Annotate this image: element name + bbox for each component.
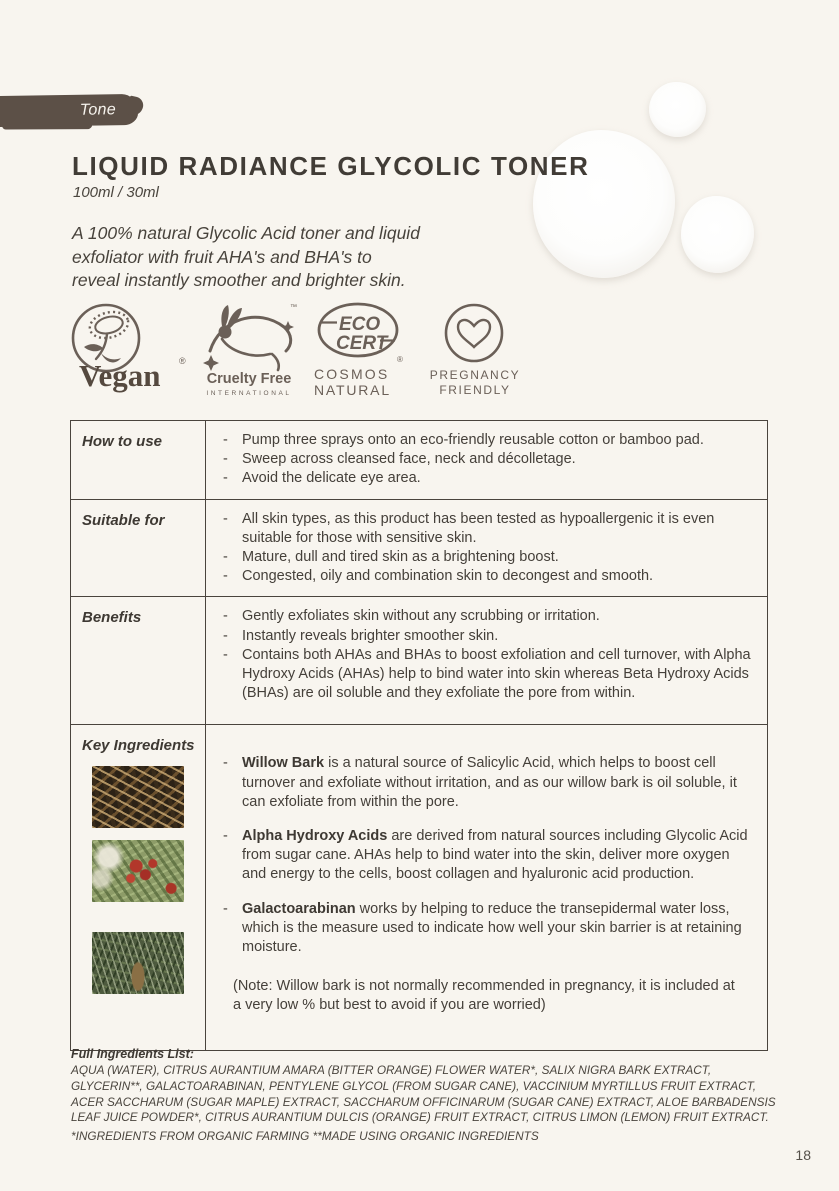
row-content	[206, 725, 767, 1050]
liquid-droplet-small	[649, 82, 706, 137]
key-ingredient-item	[214, 754, 751, 812]
registered-mark: ®	[179, 356, 186, 366]
product-description	[72, 222, 492, 293]
table-row-key-ingredients	[71, 725, 767, 1050]
full-ingredients-section	[71, 1047, 781, 1143]
row-content	[206, 421, 767, 499]
table-row-benefits	[71, 597, 767, 725]
friendly-label: FRIENDLY	[439, 383, 511, 397]
cruelty-free-sublabel: INTERNATIONAL	[206, 390, 292, 397]
cruelty-free-badge-icon	[196, 299, 302, 400]
key-ingredient-item	[214, 900, 751, 958]
pregnancy-friendly-badge-icon	[424, 302, 526, 398]
row-label: Benefits	[71, 597, 206, 724]
pine-needles-photo	[92, 932, 184, 994]
full-ingredients-heading: Full Ingredients List:	[71, 1047, 194, 1061]
cruelty-free-label: Cruelty Free	[206, 371, 292, 387]
full-ingredients-list: AQUA (WATER), CITRUS AURANTIUM AMARA (BITTER ORANGE) FLOWER WATER*, SALIX NIGRA BARK EXTRACT, GLYCERIN**, GALACTOARABINAN, PENTYLENE GLYCOL (FROM SUGAR CANE), VACCINIUM MYRTILLUS FRUIT EXTRACT, ACER SACCHARUM (SUGAR MAPLE) EXTRACT, SACCHARUM OFFICINARUM (SUGAR CANE) EXTRACT, ALOE BARBADENSIS LEAF JUICE POWDER*, CITRUS AURANTIUM DULCIS (ORANGE) FRUIT EXTRACT, CITRUS LIMON (LEMON) FRUIT EXTRACT.	[71, 1063, 776, 1125]
row-label: How to use	[71, 421, 206, 499]
willow-bark-photo	[92, 766, 184, 828]
organic-farming-note: *INGREDIENTS FROM ORGANIC FARMING **MADE USING ORGANIC INGREDIENTS	[71, 1129, 539, 1144]
category-tab-label: Tone	[79, 101, 117, 119]
table-row-suitable-for	[71, 500, 767, 598]
ingredient-name: Willow Bark	[242, 755, 325, 772]
row-content	[206, 500, 767, 597]
product-volumes: 100ml / 30ml	[73, 184, 159, 201]
cosmos-label: COSMOS	[314, 366, 390, 382]
description-line: exfoliator with fruit AHA's and BHA's to	[72, 246, 372, 267]
vegan-badge-icon	[66, 301, 194, 400]
liquid-droplet-medium	[681, 196, 754, 273]
product-title: LIQUID RADIANCE GLYCOLIC TONER	[72, 151, 590, 181]
bullet-item: - Sweep across cleansed face, neck and décolletage.	[214, 450, 751, 469]
vegan-logo-text: Vegan	[79, 358, 161, 393]
row-label-column	[71, 725, 206, 1050]
bullet-item: - Gently exfoliates skin without any scrubbing or irritation.	[214, 607, 751, 626]
ecocert-badge-icon	[312, 302, 408, 399]
ecocert-logo-top: ECO	[339, 314, 381, 335]
bullet-item: - All skin types, as this product has been tested as hypoallergenic it is even suitable for those with sensitive skin.	[214, 510, 751, 548]
page-number: 18	[795, 1147, 811, 1163]
bullet-item: - Instantly reveals brighter smoother skin.	[214, 627, 751, 646]
pregnancy-label: PREGNANCY	[429, 368, 521, 382]
ingredient-description: are derived from natural sources including Glycolic Acid from sugar cane. AHAs help to bind water into the skin, deliver more oxygen and energy to the cells, boost collagen and hyaluronic acid production.	[242, 828, 748, 883]
description-line: A 100% natural Glycolic Acid toner and liquid	[72, 223, 420, 243]
table-row-how-to-use	[71, 421, 767, 500]
product-info-table	[70, 420, 768, 1051]
bullet-item: - Contains both AHAs and BHAs to boost exfoliation and cell turnover, with Alpha Hydroxy Acids (AHAs) help to bind water into skin whereas Beta Hydroxy Acids (BHAs) are oil soluble and they exfoliate the pore from within.	[214, 646, 751, 704]
bullet-item: - Avoid the delicate eye area.	[214, 469, 751, 488]
pregnancy-note: (Note: Willow bark is not normally recommended in pregnancy, it is included at a very low % but best to avoid if you are worried)	[233, 978, 735, 1014]
bullet-item: - Pump three sprays onto an eco-friendly reusable cotton or bamboo pad.	[214, 431, 751, 450]
red-berries-photo	[92, 840, 184, 902]
bullet-item: - Congested, oily and combination skin to decongest and smooth.	[214, 567, 751, 586]
ingredient-name: Galactoarabinan	[242, 900, 356, 917]
key-ingredient-item	[214, 827, 751, 885]
ingredient-description: is a natural source of Salicylic Acid, which helps to boost cell turnover and exfoliate without irritation, and as our willow bark is oil soluble, it can exfoliate from within the pore.	[242, 755, 737, 810]
row-content	[206, 597, 767, 724]
trademark-mark: ™	[290, 304, 297, 311]
bullet-item: - Mature, dull and tired skin as a brightening boost.	[214, 548, 751, 567]
registered-mark: ®	[397, 355, 403, 364]
row-label: Suitable for	[71, 500, 206, 597]
natural-label: NATURAL	[314, 382, 391, 398]
category-tab-tone	[0, 94, 138, 127]
ingredient-name: Alpha Hydroxy Acids	[242, 828, 388, 845]
description-line: reveal instantly smoother and brighter skin.	[72, 270, 406, 291]
ingredient-description: works by helping to reduce the transepidermal water loss, which is the measure used to indicate how well your skin barrier is at retaining moisture.	[242, 900, 742, 956]
row-label: Key Ingredients	[82, 737, 195, 755]
ecocert-logo-bottom: CERT	[336, 333, 388, 354]
